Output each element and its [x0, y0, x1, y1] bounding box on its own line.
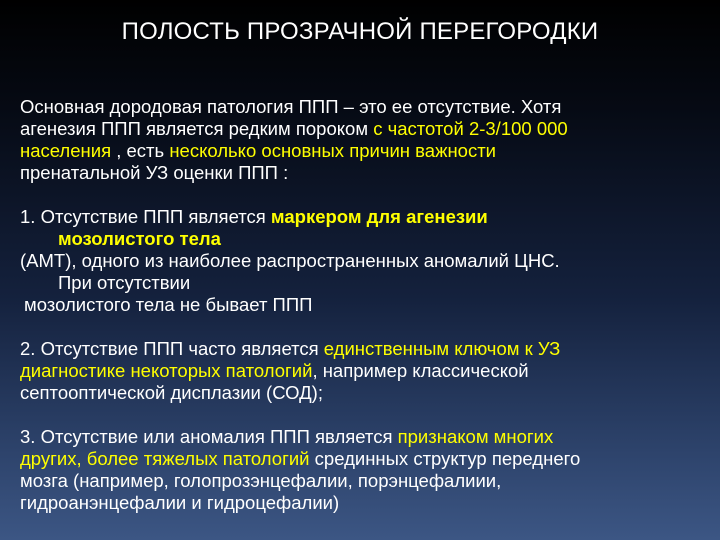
- sign-highlight: признаком многих: [397, 426, 554, 447]
- item-1-line-4: При отсутствии: [58, 272, 191, 293]
- item-2-line-3: септооптической дисплазии (СОД);: [20, 382, 323, 403]
- intro-line-3: населения , есть несколько основных причин важности: [20, 140, 497, 161]
- slide-body: [20, 96, 700, 536]
- intro-line-4: пренатальной УЗ оценки ППП :: [20, 162, 289, 183]
- pathologies-highlight: других, более тяжелых патологий: [20, 448, 310, 469]
- item-2: [20, 338, 700, 404]
- item-3: [20, 426, 700, 514]
- marker-highlight: маркером для агенезии: [270, 206, 488, 227]
- item-1-line-3: (АМТ), одного из наиболее распространенных аномалий ЦНС.: [20, 250, 560, 271]
- item-1-line-2: мозолистого тела: [58, 228, 221, 249]
- item-1-line-1: 1. Отсутствие ППП является маркером для агенезии: [20, 206, 488, 227]
- item-3-line-2: других, более тяжелых патологий срединных структур переднего: [20, 448, 581, 469]
- reasons-highlight: несколько основных причин важности: [169, 140, 497, 161]
- slide-title: ПОЛОСТЬ ПРОЗРАЧНОЙ ПЕРЕГОРОДКИ: [121, 18, 599, 45]
- item-3-line-3: мозга (например, голопрозэнцефалии, порэнцефалиии,: [20, 470, 502, 491]
- diagnostics-highlight: диагностике некоторых патологий: [20, 360, 313, 381]
- frequency-highlight: с частотой 2-3/100 000: [373, 118, 568, 139]
- item-3-line-4: гидроанэнцефалии и гидроцефалии): [20, 492, 340, 513]
- key-highlight: единственным ключом к УЗ: [323, 338, 561, 359]
- intro-line-2: агенезия ППП является редким пороком с частотой 2-3/100 000: [20, 118, 568, 139]
- item-1-line-5: мозолистого тела не бывает ППП: [24, 294, 313, 315]
- intro-line-1: Основная дородовая патология ППП – это ее отсутствие. Хотя: [20, 96, 562, 117]
- item-3-line-1: 3. Отсутствие или аномалия ППП является признаком многих: [20, 426, 554, 447]
- intro-paragraph: [20, 96, 700, 184]
- population-highlight: населения: [20, 140, 112, 161]
- item-1: [20, 206, 700, 316]
- item-2-line-1: 2. Отсутствие ППП часто является единственным ключом к УЗ: [20, 338, 561, 359]
- item-2-line-2: диагностике некоторых патологий, например классической: [20, 360, 529, 381]
